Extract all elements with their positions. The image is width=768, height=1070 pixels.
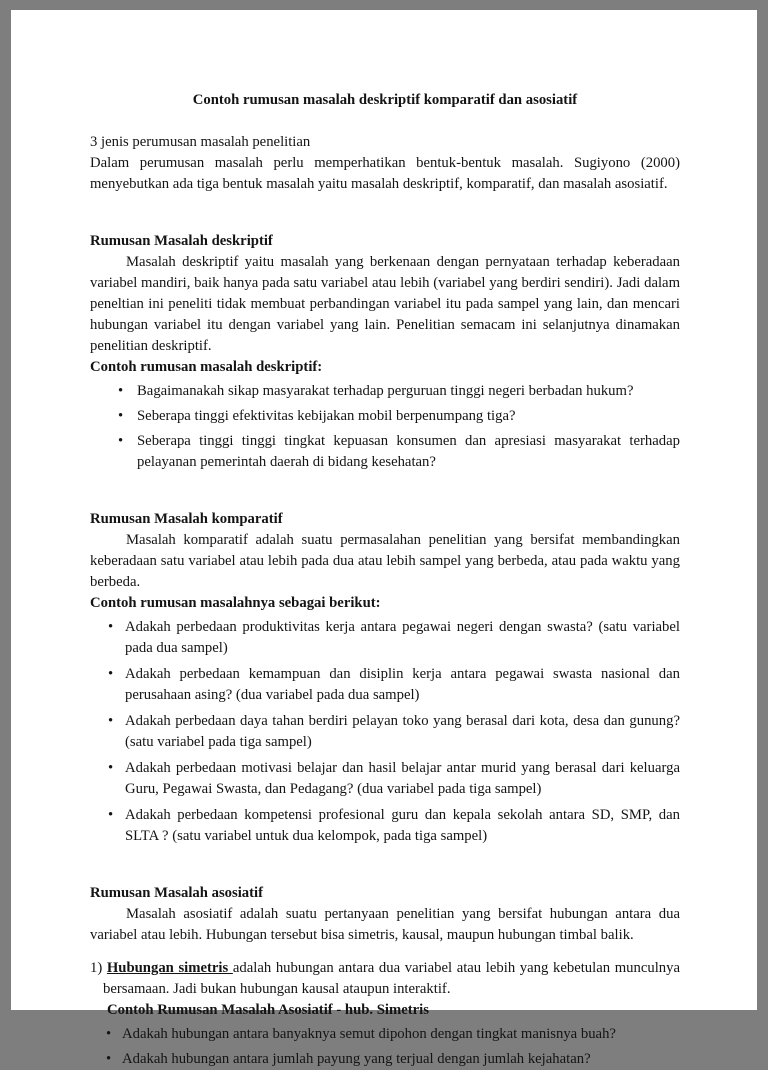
paragraph-komparatif: Masalah komparatif adalah suatu permasalahan penelitian yang bersifat membandingkan keberadaan satu variabel atau lebih pada dua atau lebih sampel yang berbeda, atau pada waktu yang berbeda. (90, 530, 680, 593)
contoh-heading-komparatif: Contoh rumusan masalahnya sebagai berikut: (90, 593, 680, 614)
bullet-list-deskriptif (90, 381, 680, 473)
numbered-item-text: adalah hubungan antara dua variabel atau lebih yang kebetulan munculnya bersamaan. Jadi bukan hubungan kausal ataupun interaktif. (103, 960, 680, 997)
section-komparatif (90, 509, 680, 847)
intro-line: 3 jenis perumusan masalah penelitian (90, 132, 680, 153)
bullet-icon: • (118, 381, 137, 402)
document-page (11, 10, 757, 1010)
bullet-list-asosiatif (90, 1024, 680, 1070)
list-item (90, 758, 680, 800)
bullet-icon: • (118, 406, 137, 427)
list-item-text: Seberapa tinggi efektivitas kebijakan mobil berpenumpang tiga? (137, 406, 680, 427)
list-item (90, 711, 680, 753)
list-item (90, 617, 680, 659)
section-heading-komparatif: Rumusan Masalah komparatif (90, 509, 680, 530)
list-item-text: Adakah perbedaan produktivitas kerja antara pegawai negeri dengan swasta? (satu variabel pada dua sampel) (125, 617, 680, 659)
section-asosiatif (90, 883, 680, 1070)
bullet-icon: • (118, 431, 137, 473)
contoh-heading-deskriptif: Contoh rumusan masalah deskriptif: (90, 357, 680, 378)
list-item-text: Bagaimanakah sikap masyarakat terhadap perguruan tinggi negeri berbadan hukum? (137, 381, 680, 402)
bullet-icon: • (108, 805, 125, 847)
bullet-icon: • (106, 1049, 122, 1070)
list-item (90, 406, 680, 427)
bullet-icon: • (108, 664, 125, 706)
list-item-text: Adakah hubungan antara jumlah payung yang terjual dengan jumlah kejahatan? (122, 1049, 680, 1070)
bullet-icon: • (106, 1024, 122, 1045)
paragraph-asosiatif: Masalah asosiatif adalah suatu pertanyaan penelitian yang bersifat hubungan antara dua variabel atau lebih. Hubungan tersebut bisa simetris, kausal, maupun hubungan timbal balik. (90, 904, 680, 946)
document-title: Contoh rumusan masalah deskriptif komparatif dan asosiatif (90, 90, 680, 111)
list-item-text: Adakah perbedaan daya tahan berdiri pelayan toko yang berasal dari kota, desa dan gunung? (satu variabel pada tiga sampel) (125, 711, 680, 753)
numbered-item-hubungan-simetris (90, 958, 680, 1000)
list-item (90, 1049, 680, 1070)
list-item-text: Adakah perbedaan kemampuan dan disiplin kerja antara pegawai swasta nasional dan perusahaan asing? (dua variabel pada dua sampel) (125, 664, 680, 706)
paragraph-deskriptif: Masalah deskriptif yaitu masalah yang berkenaan dengan pernyataan terhadap keberadaan variabel mandiri, baik hanya pada satu variabel atau lebih (variabel yang berdiri sendiri). Jadi dalam peneltian ini peneliti tidak membuat perbandingan variabel itu pada sampel yang lain, dan mencari hubungan variabel itu dengan variabel yang lain. Penelitian semacam ini selanjutnya dinamakan penelitian deskriptif. (90, 252, 680, 357)
list-item (90, 1024, 680, 1045)
contoh-heading-asosiatif: Contoh Rumusan Masalah Asosiatif - hub. Simetris (107, 1000, 680, 1021)
intro-paragraph: Dalam perumusan masalah perlu memperhatikan bentuk-bentuk masalah. Sugiyono (2000) menyebutkan ada tiga bentuk masalah yaitu masalah deskriptif, komparatif, dan masalah asosiatif. (90, 153, 680, 195)
list-item-text: Adakah perbedaan motivasi belajar dan hasil belajar antar murid yang berasal dari keluarga Guru, Pegawai Swasta, dan Pedagang? (dua variabel pada tiga sampel) (125, 758, 680, 800)
list-item (90, 664, 680, 706)
list-item-text: Adakah hubungan antara banyaknya semut dipohon dengan tingkat manisnya buah? (122, 1024, 680, 1045)
section-deskriptif (90, 231, 680, 473)
bullet-list-komparatif (90, 617, 680, 847)
section-heading-asosiatif: Rumusan Masalah asosiatif (90, 883, 680, 904)
bullet-icon: • (108, 758, 125, 800)
list-item-text: Seberapa tinggi tinggi tingkat kepuasan konsumen dan apresiasi masyarakat terhadap pelayanan pemerintah daerah di bidang kesehatan? (137, 431, 680, 473)
list-item (90, 381, 680, 402)
numbered-item-prefix: 1) (90, 960, 107, 976)
section-heading-deskriptif: Rumusan Masalah deskriptif (90, 231, 680, 252)
list-item (90, 431, 680, 473)
term-hubungan-simetris: Hubungan simetris (107, 960, 233, 976)
list-item (90, 805, 680, 847)
bullet-icon: • (108, 617, 125, 659)
list-item-text: Adakah perbedaan kompetensi profesional guru dan kepala sekolah antara SD, SMP, dan SLTA ? (satu variabel untuk dua kelompok, pada tiga sampel) (125, 805, 680, 847)
bullet-icon: • (108, 711, 125, 753)
